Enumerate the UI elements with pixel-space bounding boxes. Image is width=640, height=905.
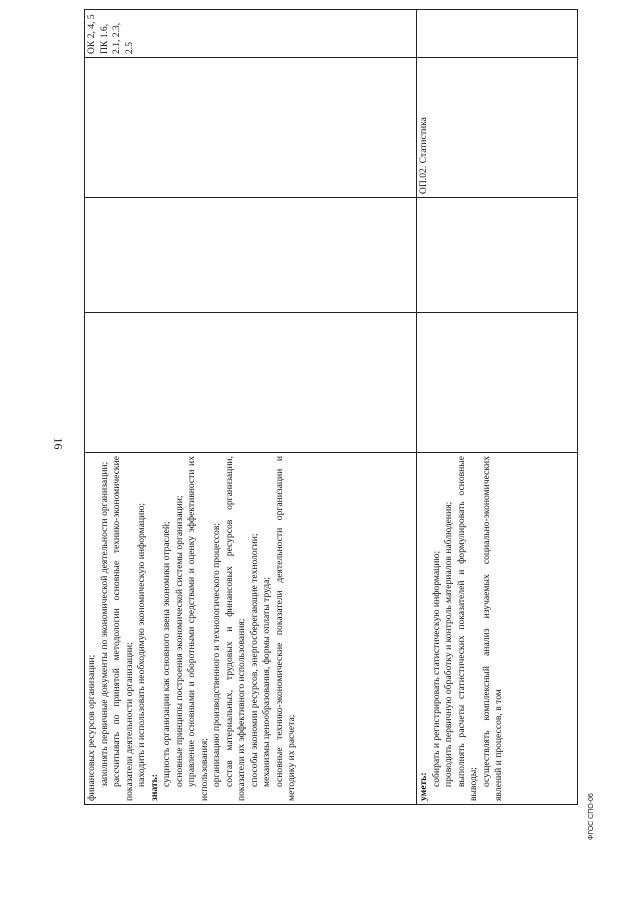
text-line: состав материальных, трудовых и финансовых ресурсов организации, показатели их эффективного использования; [223,456,247,801]
content-table [84,9,578,805]
text-line: управление основными и оборотными средствами и оценку эффективности их использования; [186,456,210,801]
competencies-cell: ОК 2, 4, 5 ПК 1.6, 2.1, 2.3, 2.5 [85,10,417,58]
skills-cell [417,453,578,805]
table-row [85,10,417,805]
text-line: заполнять первичные документы по экономической деятельности организации; [98,461,110,787]
know-label: знать: [148,774,160,801]
table-row [417,10,578,805]
content-table-wrapper [84,10,577,805]
empty-cell [85,198,417,313]
empty-cell [417,313,578,453]
skills-knowledge-cell [85,453,417,805]
empty-cell [85,58,417,198]
empty-cell [417,10,578,58]
text-line: основные технико-экономические показатели деятельности организации и методику их расчета; [273,456,297,801]
empty-cell [417,198,578,313]
text-line: механизмы ценообразования, формы оплаты труда; [261,576,272,787]
text-line: организацию производственного и технологического процессов; [211,522,222,787]
page-number: 16 [51,437,66,450]
text-line: финансовых ресурсов организации; [86,654,97,801]
text-line: осуществлять комплексный анализ изучаемых социально-экономических явлений и процессов, в том [480,456,504,801]
text-line: основные принципы построения экономической системы организации; [173,495,185,787]
skills-label: уметь: [418,772,429,801]
text-line: проводить первичную обработку и контроль материалов наблюдения; [443,501,454,787]
text-line: рассчитывать по принятой методологии основные технико-экономические показатели деятельности организации; [111,456,135,801]
footer-code: ФГОС СПО-06 [588,793,595,840]
discipline-cell: ОП.02. Статистика [417,58,578,198]
text-line: выполнять расчеты статистических показателей и формулировать основные выводы; [455,456,479,801]
text-line: сущность организации как основного звена экономики отраслей; [161,521,172,787]
text-line: способы экономии ресурсов, энергосберегающие технологии; [248,533,260,787]
empty-cell [85,313,417,453]
text-line: находить и использовать необходимую экономическую информацию; [136,502,147,787]
text-line: собирать и регистрировать статистическую информацию; [430,550,442,787]
